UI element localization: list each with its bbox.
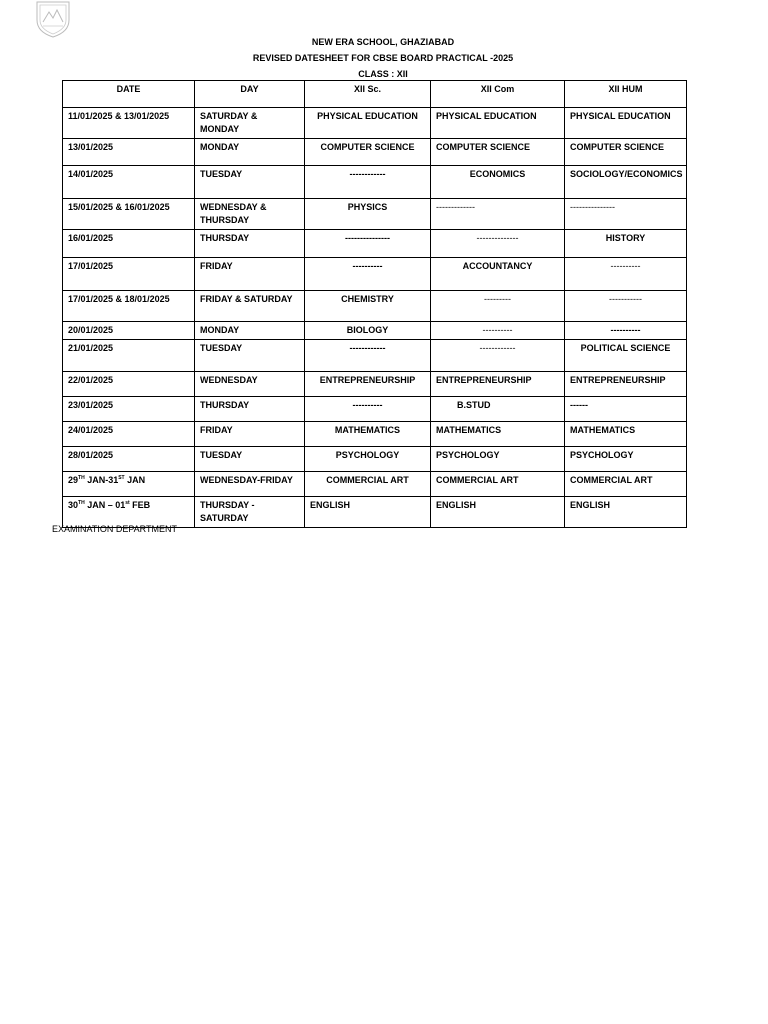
date-cell: 15/01/2025 & 16/01/2025 [63,199,195,230]
table-row [63,372,687,397]
commerce-cell: COMMERCIAL ART [431,472,565,497]
day-cell: MONDAY [195,139,305,166]
science-cell: COMMERCIAL ART [305,472,431,497]
commerce-cell: MATHEMATICS [431,422,565,447]
date-ordinal: TH [78,500,85,506]
humanities-cell: --------------- [565,199,687,230]
science-cell: CHEMISTRY [305,291,431,322]
document-title: REVISED DATESHEET FOR CBSE BOARD PRACTICAL -2025 [252,53,514,63]
table-row [63,199,687,230]
column-header-date: DATE [63,81,195,108]
humanities-cell: SOCIOLOGY/ECONOMICS [565,166,687,199]
day-cell: FRIDAY [195,422,305,447]
science-cell: ------------ [305,340,431,372]
table-row [63,447,687,472]
commerce-cell: ECONOMICS [431,166,565,199]
table-row [63,472,687,497]
commerce-cell: COMPUTER SCIENCE [431,139,565,166]
date-part: JAN [124,475,146,485]
commerce-cell: B.STUD [431,397,565,422]
day-cell: THURSDAY [195,230,305,258]
humanities-cell: ----------- [565,291,687,322]
table-row [63,397,687,422]
date-cell: 17/01/2025 & 18/01/2025 [63,291,195,322]
humanities-cell: POLITICAL SCIENCE [565,340,687,372]
commerce-cell: --------- [431,291,565,322]
science-cell: PHYSICAL EDUCATION [305,108,431,139]
day-cell: FRIDAY & SATURDAY [195,291,305,322]
column-header-humanities: XII HUM [565,81,687,108]
table-row [63,497,687,528]
date-cell: 23/01/2025 [63,397,195,422]
humanities-cell: ---------- [565,322,687,340]
day-cell: WEDNESDAY & THURSDAY [195,199,305,230]
table-header-row [63,81,687,108]
date-part: 30 [68,500,79,510]
date-part: FEB [129,500,151,510]
commerce-cell: ACCOUNTANCY [431,258,565,291]
science-cell: COMPUTER SCIENCE [305,139,431,166]
date-cell [63,497,195,528]
table-row [63,291,687,322]
commerce-cell: ENTREPRENEURSHIP [431,372,565,397]
date-cell: 16/01/2025 [63,230,195,258]
date-ordinal: ST [118,475,125,481]
date-part: JAN-31 [84,475,119,485]
date-cell: 21/01/2025 [63,340,195,372]
table-row [63,340,687,372]
table-row [63,258,687,291]
humanities-cell: HISTORY [565,230,687,258]
science-cell: ---------- [305,397,431,422]
datesheet-table [62,80,687,528]
commerce-cell: ENGLISH [431,497,565,528]
science-cell: BIOLOGY [305,322,431,340]
commerce-cell: ------------ [431,340,565,372]
date-part: 29 [68,475,79,485]
science-cell: PHYSICS [305,199,431,230]
school-name: NEW ERA SCHOOL, GHAZIABAD [311,37,455,47]
day-cell: TUESDAY [195,340,305,372]
day-cell: SATURDAY & MONDAY [195,108,305,139]
humanities-cell: ENGLISH [565,497,687,528]
science-cell: PSYCHOLOGY [305,447,431,472]
date-ordinal: TH [78,475,85,481]
date-cell: 13/01/2025 [63,139,195,166]
day-cell: THURSDAY [195,397,305,422]
column-header-day: DAY [195,81,305,108]
day-cell: THURSDAY - SATURDAY [195,497,305,528]
date-part: JAN – 01 [84,500,126,510]
day-cell: TUESDAY [195,447,305,472]
date-cell [63,472,195,497]
commerce-cell: ---------- [431,322,565,340]
science-cell: ------------ [305,166,431,199]
table-row [63,230,687,258]
school-logo-icon [33,0,73,38]
humanities-cell: PSYCHOLOGY [565,447,687,472]
table-row [63,108,687,139]
science-cell: ENGLISH [305,497,431,528]
commerce-cell: PSYCHOLOGY [431,447,565,472]
day-cell: WEDNESDAY-FRIDAY [195,472,305,497]
column-header-commerce: XII Com [431,81,565,108]
date-cell: 14/01/2025 [63,166,195,199]
commerce-cell: -------------- [431,230,565,258]
day-cell: TUESDAY [195,166,305,199]
date-cell: 24/01/2025 [63,422,195,447]
humanities-cell: MATHEMATICS [565,422,687,447]
day-cell: FRIDAY [195,258,305,291]
humanities-cell: COMMERCIAL ART [565,472,687,497]
date-cell: 22/01/2025 [63,372,195,397]
class-label: CLASS : XII [358,69,408,79]
table-row [63,139,687,166]
date-cell: 28/01/2025 [63,447,195,472]
date-cell: 11/01/2025 & 13/01/2025 [63,108,195,139]
column-header-science: XII Sc. [305,81,431,108]
commerce-cell: ------------- [431,199,565,230]
table-row [63,422,687,447]
date-cell: 20/01/2025 [63,322,195,340]
humanities-cell: ---------- [565,258,687,291]
science-cell: --------------- [305,230,431,258]
date-cell: 17/01/2025 [63,258,195,291]
examination-department-label: EXAMINATION DEPARTMENT [52,524,178,534]
date-ordinal: st [125,500,130,506]
day-cell: MONDAY [195,322,305,340]
commerce-cell: PHYSICAL EDUCATION [431,108,565,139]
day-cell: WEDNESDAY [195,372,305,397]
table-row [63,322,687,340]
science-cell: MATHEMATICS [305,422,431,447]
humanities-cell: COMPUTER SCIENCE [565,139,687,166]
humanities-cell: ------ [565,397,687,422]
document-header [0,34,768,82]
humanities-cell: ENTREPRENEURSHIP [565,372,687,397]
science-cell: ---------- [305,258,431,291]
table-row [63,166,687,199]
humanities-cell: PHYSICAL EDUCATION [565,108,687,139]
science-cell: ENTREPRENEURSHIP [305,372,431,397]
